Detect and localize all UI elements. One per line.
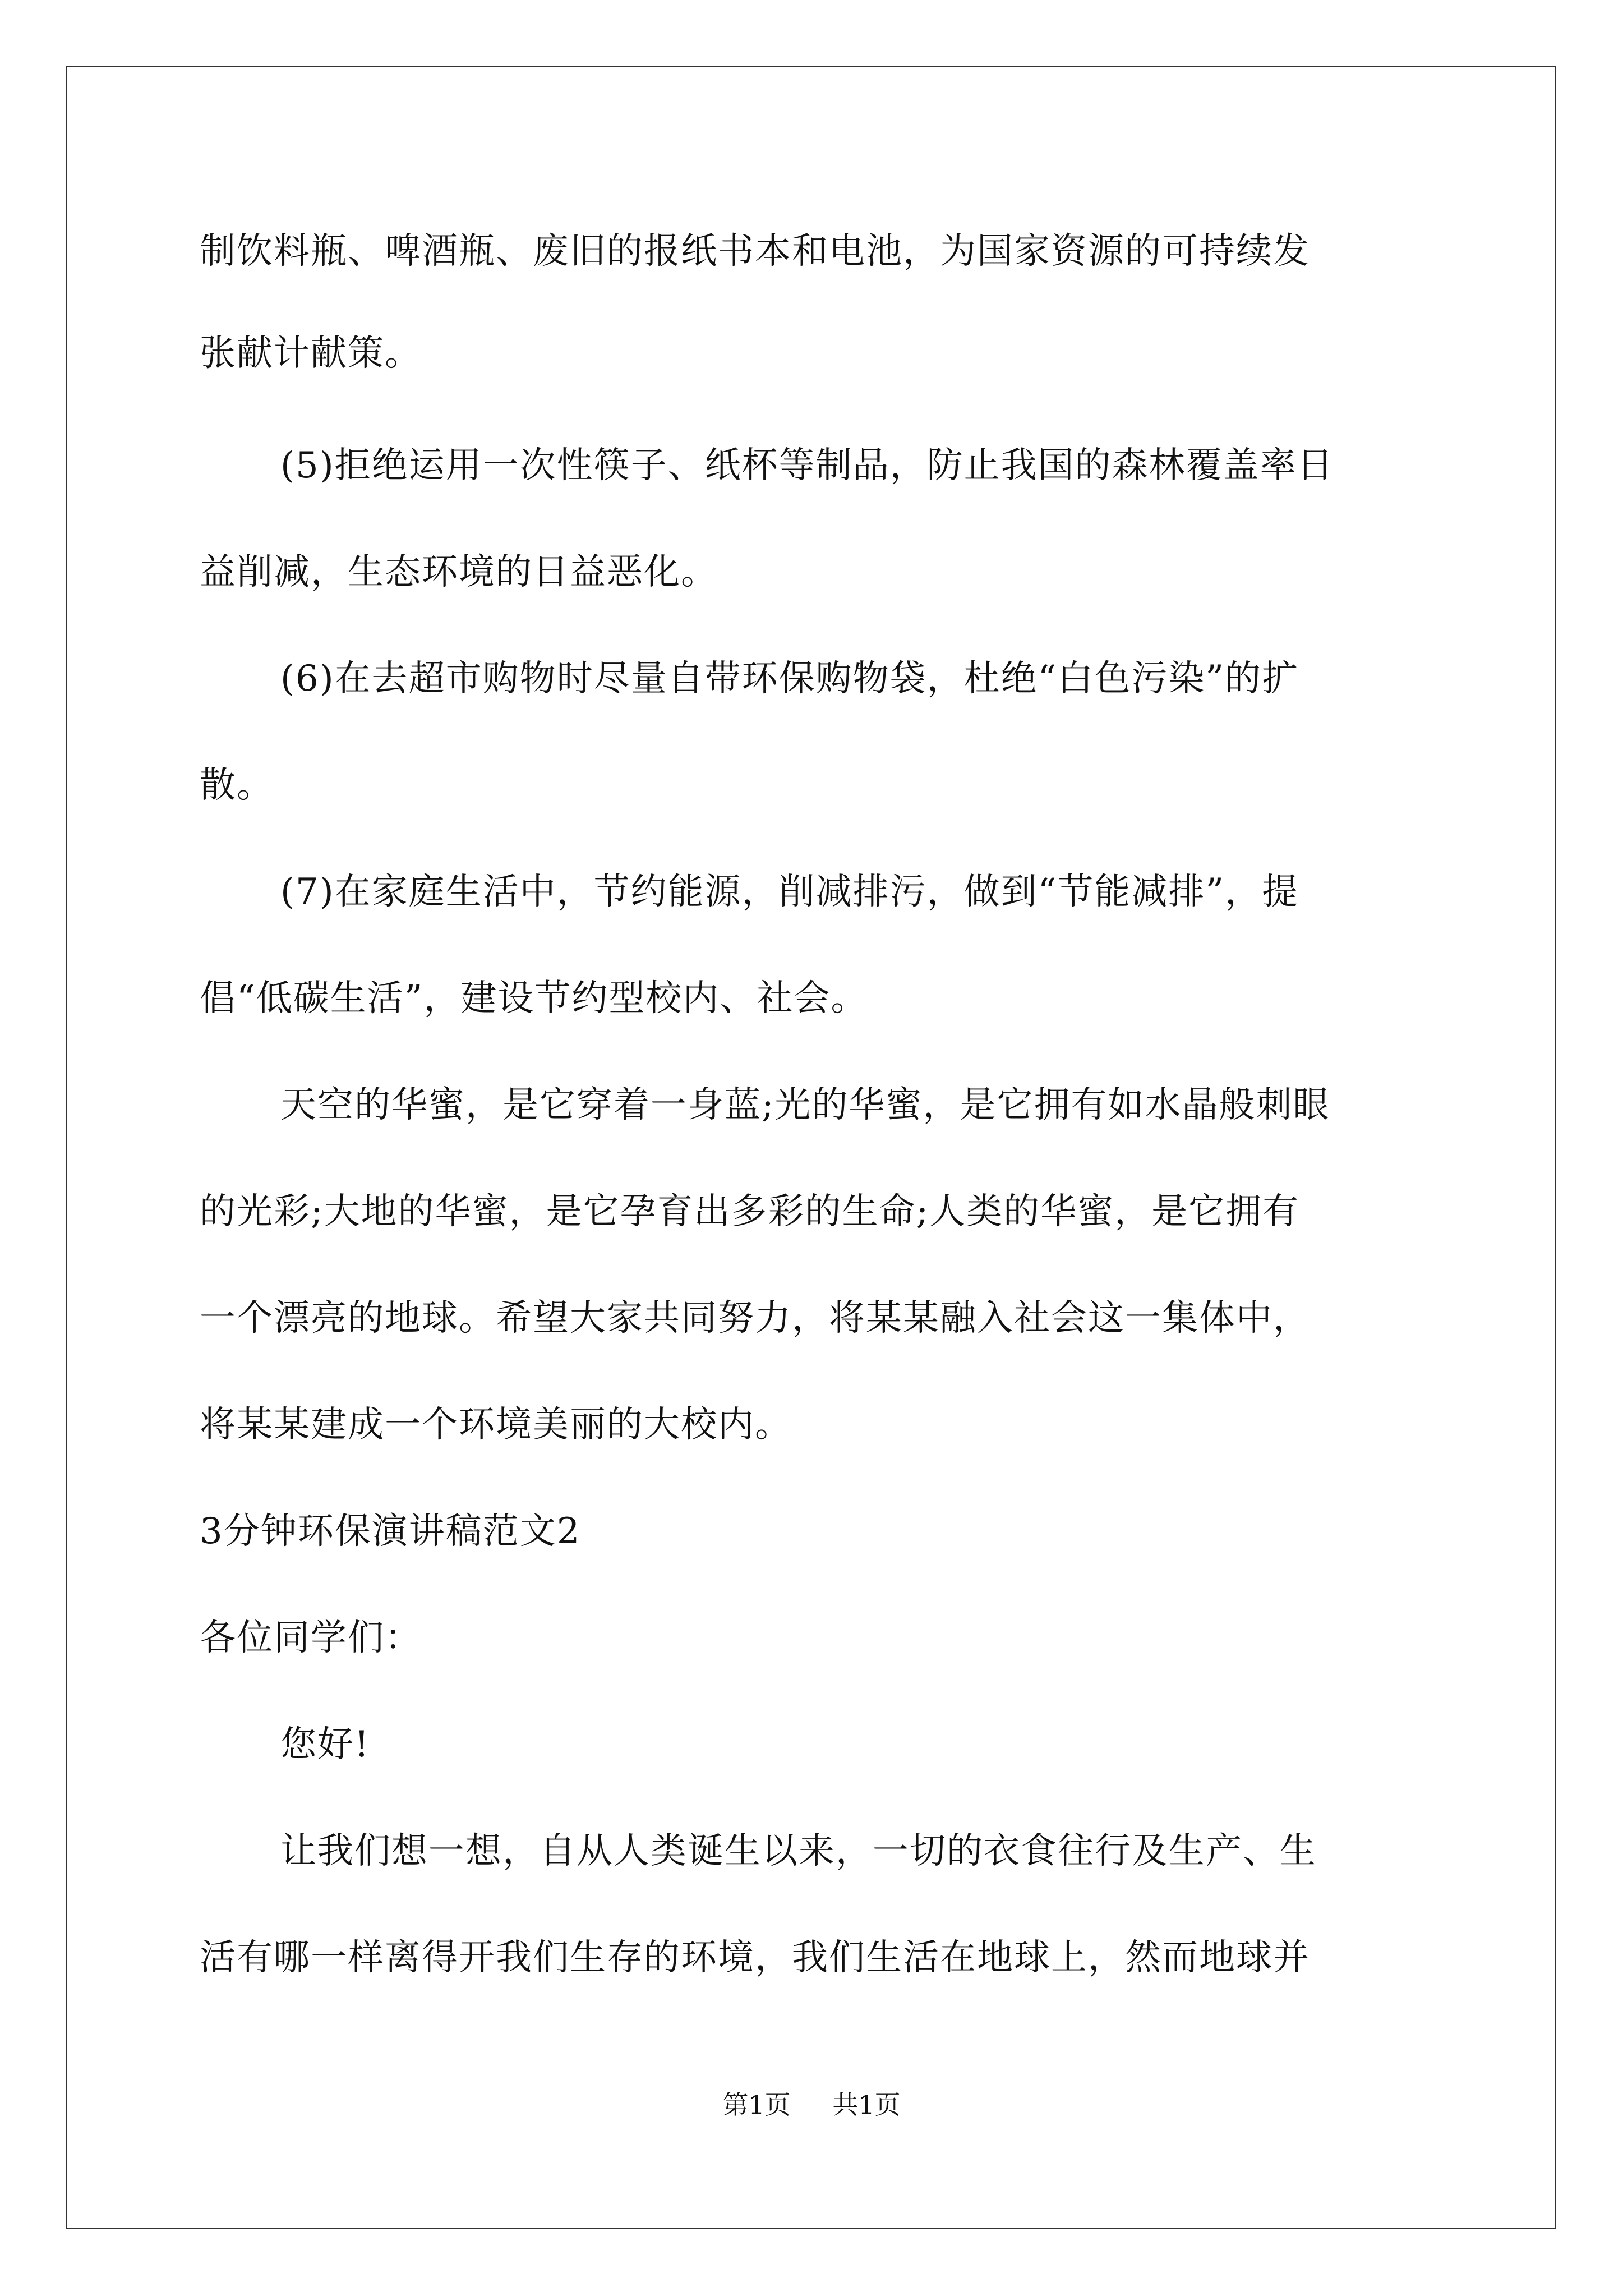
body-line: 的光彩;大地的华蜜，是它孕育出多彩的生命;人类的华蜜，是它拥有 — [200, 1191, 1300, 1232]
section-heading: 3分钟环保演讲稿范文2 — [200, 1511, 581, 1552]
salutation: 各位同学们： — [200, 1617, 422, 1659]
body-line: 张献计献策。 — [200, 333, 422, 374]
body-line: 一个漂亮的地球。希望大家共同努力，将某某融入社会这一集体中， — [200, 1297, 1310, 1339]
body-line: 制饮料瓶、啤酒瓶、废旧的报纸书本和电池，为国家资源的可持续发 — [200, 231, 1310, 272]
body-line: 益削减，生态环境的日益恶化。 — [200, 551, 718, 593]
body-line: 活有哪一样离得开我们生存的环境，我们生活在地球上，然而地球并 — [200, 1937, 1310, 1978]
body-line: (6)在去超市购物时尽量自带环保购物袋，杜绝“白色污染”的扩 — [280, 658, 1299, 700]
body-line: 散。 — [200, 765, 274, 806]
body-line: 天空的华蜜，是它穿着一身蓝;光的华蜜，是它拥有如水晶般刺眼 — [280, 1084, 1330, 1126]
page-total: 共1页 — [832, 2090, 901, 2120]
page-number: 第1页 — [722, 2090, 791, 2120]
page-border — [66, 66, 1556, 2229]
greeting: 您好! — [280, 1724, 370, 1765]
body-line: (7)在家庭生活中，节约能源，削减排污，做到“节能减排”，提 — [280, 871, 1299, 913]
body-line: 将某某建成一个环境美丽的大校内。 — [200, 1404, 792, 1446]
body-line: 倡“低碳生活”，建设节约型校内、社会。 — [200, 978, 868, 1019]
body-line: 让我们想一想，自从人类诞生以来，一切的衣食往行及生产、生 — [280, 1830, 1317, 1872]
page-footer — [0, 2088, 1623, 2122]
body-line: (5)拒绝运用一次性筷子、纸杯等制品，防止我国的森林覆盖率日 — [280, 445, 1334, 486]
